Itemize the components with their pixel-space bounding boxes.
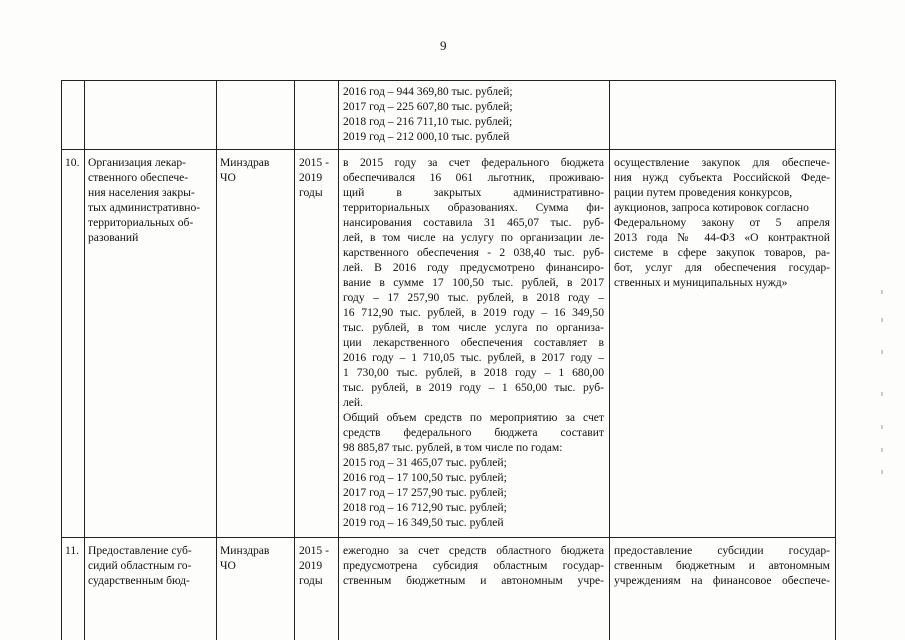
text-line: Минздрав [220,544,270,557]
text-line: осуществление закупок для обеспече- [614,156,830,169]
row-number: 10. [65,156,80,169]
text-line: территориальных образованиях. Сумма фи- [343,201,604,214]
text-line: 2016 году – 1 710,05 тыс. рублей, в 2017 году – [343,351,604,364]
text-line: лей. [343,396,364,409]
column-border [294,80,295,640]
column-border [61,80,62,640]
text-line: обеспечивался 16 061 льготник, проживаю- [343,171,604,184]
text-line: щий в закрытых административно- [343,186,604,199]
column-border [835,80,836,640]
row-separator [61,537,835,538]
text-line: разований [88,231,139,244]
text-line: предоставление субсидии государ- [614,544,830,557]
text-line: лей, в том числе на услугу по организации ле- [343,231,604,244]
table-top-border [61,80,835,81]
column-border [338,80,339,640]
page-number: 9 [440,38,447,53]
column-border [84,80,85,640]
text-line: рации путем проведения конкурсов, [614,186,793,199]
text-line: 2019 год – 16 349,50 тыс. рублей [343,516,504,529]
text-line: Общий объем средств по мероприятию за счет [343,411,604,424]
column-border [216,80,217,640]
text-line: 2019 год – 212 000,10 тыс. рублей [343,130,510,143]
text-line: тых административно- [88,201,201,214]
text-line: системе в сфере закупок товаров, ра- [614,246,830,259]
text-line: 1 730,00 тыс. рублей, в 2018 году – 1 680,00 [343,366,604,379]
text-line: предусмотрена субсидия областным государ- [343,559,604,572]
text-line: аукционов, запроса котировок согласно [614,201,809,214]
text-line: Федеральному закону от 5 апреля [614,216,830,229]
text-line: средств федерального бюджета составит [343,426,604,439]
text-line: ственным бюджетным и автономным [614,559,830,572]
text-line: 2015 - [299,544,329,557]
text-line: 2015 - [299,156,329,169]
text-line: ежегодно за счет средств областного бюджета [343,544,604,557]
text-line: 2019 [299,171,323,184]
text-line: ственного обеспече- [88,171,189,184]
text-line: ния нужд субъекта Российской Феде- [614,171,830,184]
text-line: годы [299,574,323,587]
text-line: тыс. рублей, в 2019 году – 1 650,00 тыс. руб- [343,381,604,394]
text-line: ственным бюджетным и автономным учре- [343,574,604,587]
row-number: 11. [65,544,80,557]
column-border [609,80,610,640]
text-line: годы [299,186,323,199]
text-line: 2018 год – 216 711,10 тыс. рублей; [343,115,513,128]
text-line: ЧО [220,171,236,184]
text-line: тыс. рублей, в том числе услуга по организа- [343,321,604,334]
text-line: Предоставление суб- [88,544,192,557]
text-line: ния населения закры- [88,186,195,199]
text-line: бот, услуг для обеспечения государ- [614,261,830,274]
text-line: сударственным бюд- [88,574,190,587]
text-line: ЧО [220,559,236,572]
text-line: в 2015 году за счет федерального бюджета [343,156,604,169]
text-line: сидий областным го- [88,559,192,572]
text-line: 2017 год – 225 607,80 тыс. рублей; [343,100,513,113]
text-line: 2019 [299,559,323,572]
text-line: 16 712,90 тыс. рублей, в 2019 году – 16 349,50 [343,306,604,319]
text-line: 2015 год – 31 465,07 тыс. рублей; [343,456,507,469]
text-line: 2016 год – 944 369,80 тыс. рублей; [343,85,513,98]
text-line: ции лекарственного обеспечения составляет в [343,336,604,349]
text-line: Организация лекар- [88,156,187,169]
text-line: 2013 года № 44-ФЗ «О контрактной [614,231,830,244]
text-line: учреждениям на финансовое обеспече- [614,574,830,587]
text-line: 2018 год – 16 712,90 тыс. рублей; [343,501,507,514]
text-line: вание в сумме 17 100,50 тыс. рублей, в 2017 [343,276,604,289]
text-line: 98 885,87 тыс. рублей, в том числе по годам: [343,441,563,454]
text-line: лей. В 2016 году предусмотрено финансиро- [343,261,604,274]
text-line: карственного обеспечения - 2 038,40 тыс. руб- [343,246,604,259]
text-line: 2016 год – 17 100,50 тыс. рублей; [343,471,507,484]
text-line: территориальных об- [88,216,194,229]
text-line: ственных и муниципальных нужд» [614,276,788,289]
row-separator [61,149,835,150]
text-line: нансирования составила 31 465,07 тыс. руб- [343,216,604,229]
text-line: году – 17 257,90 тыс. рублей, в 2018 году – [343,291,604,304]
text-line: Минздрав [220,156,270,169]
text-line: 2017 год – 17 257,90 тыс. рублей; [343,486,507,499]
